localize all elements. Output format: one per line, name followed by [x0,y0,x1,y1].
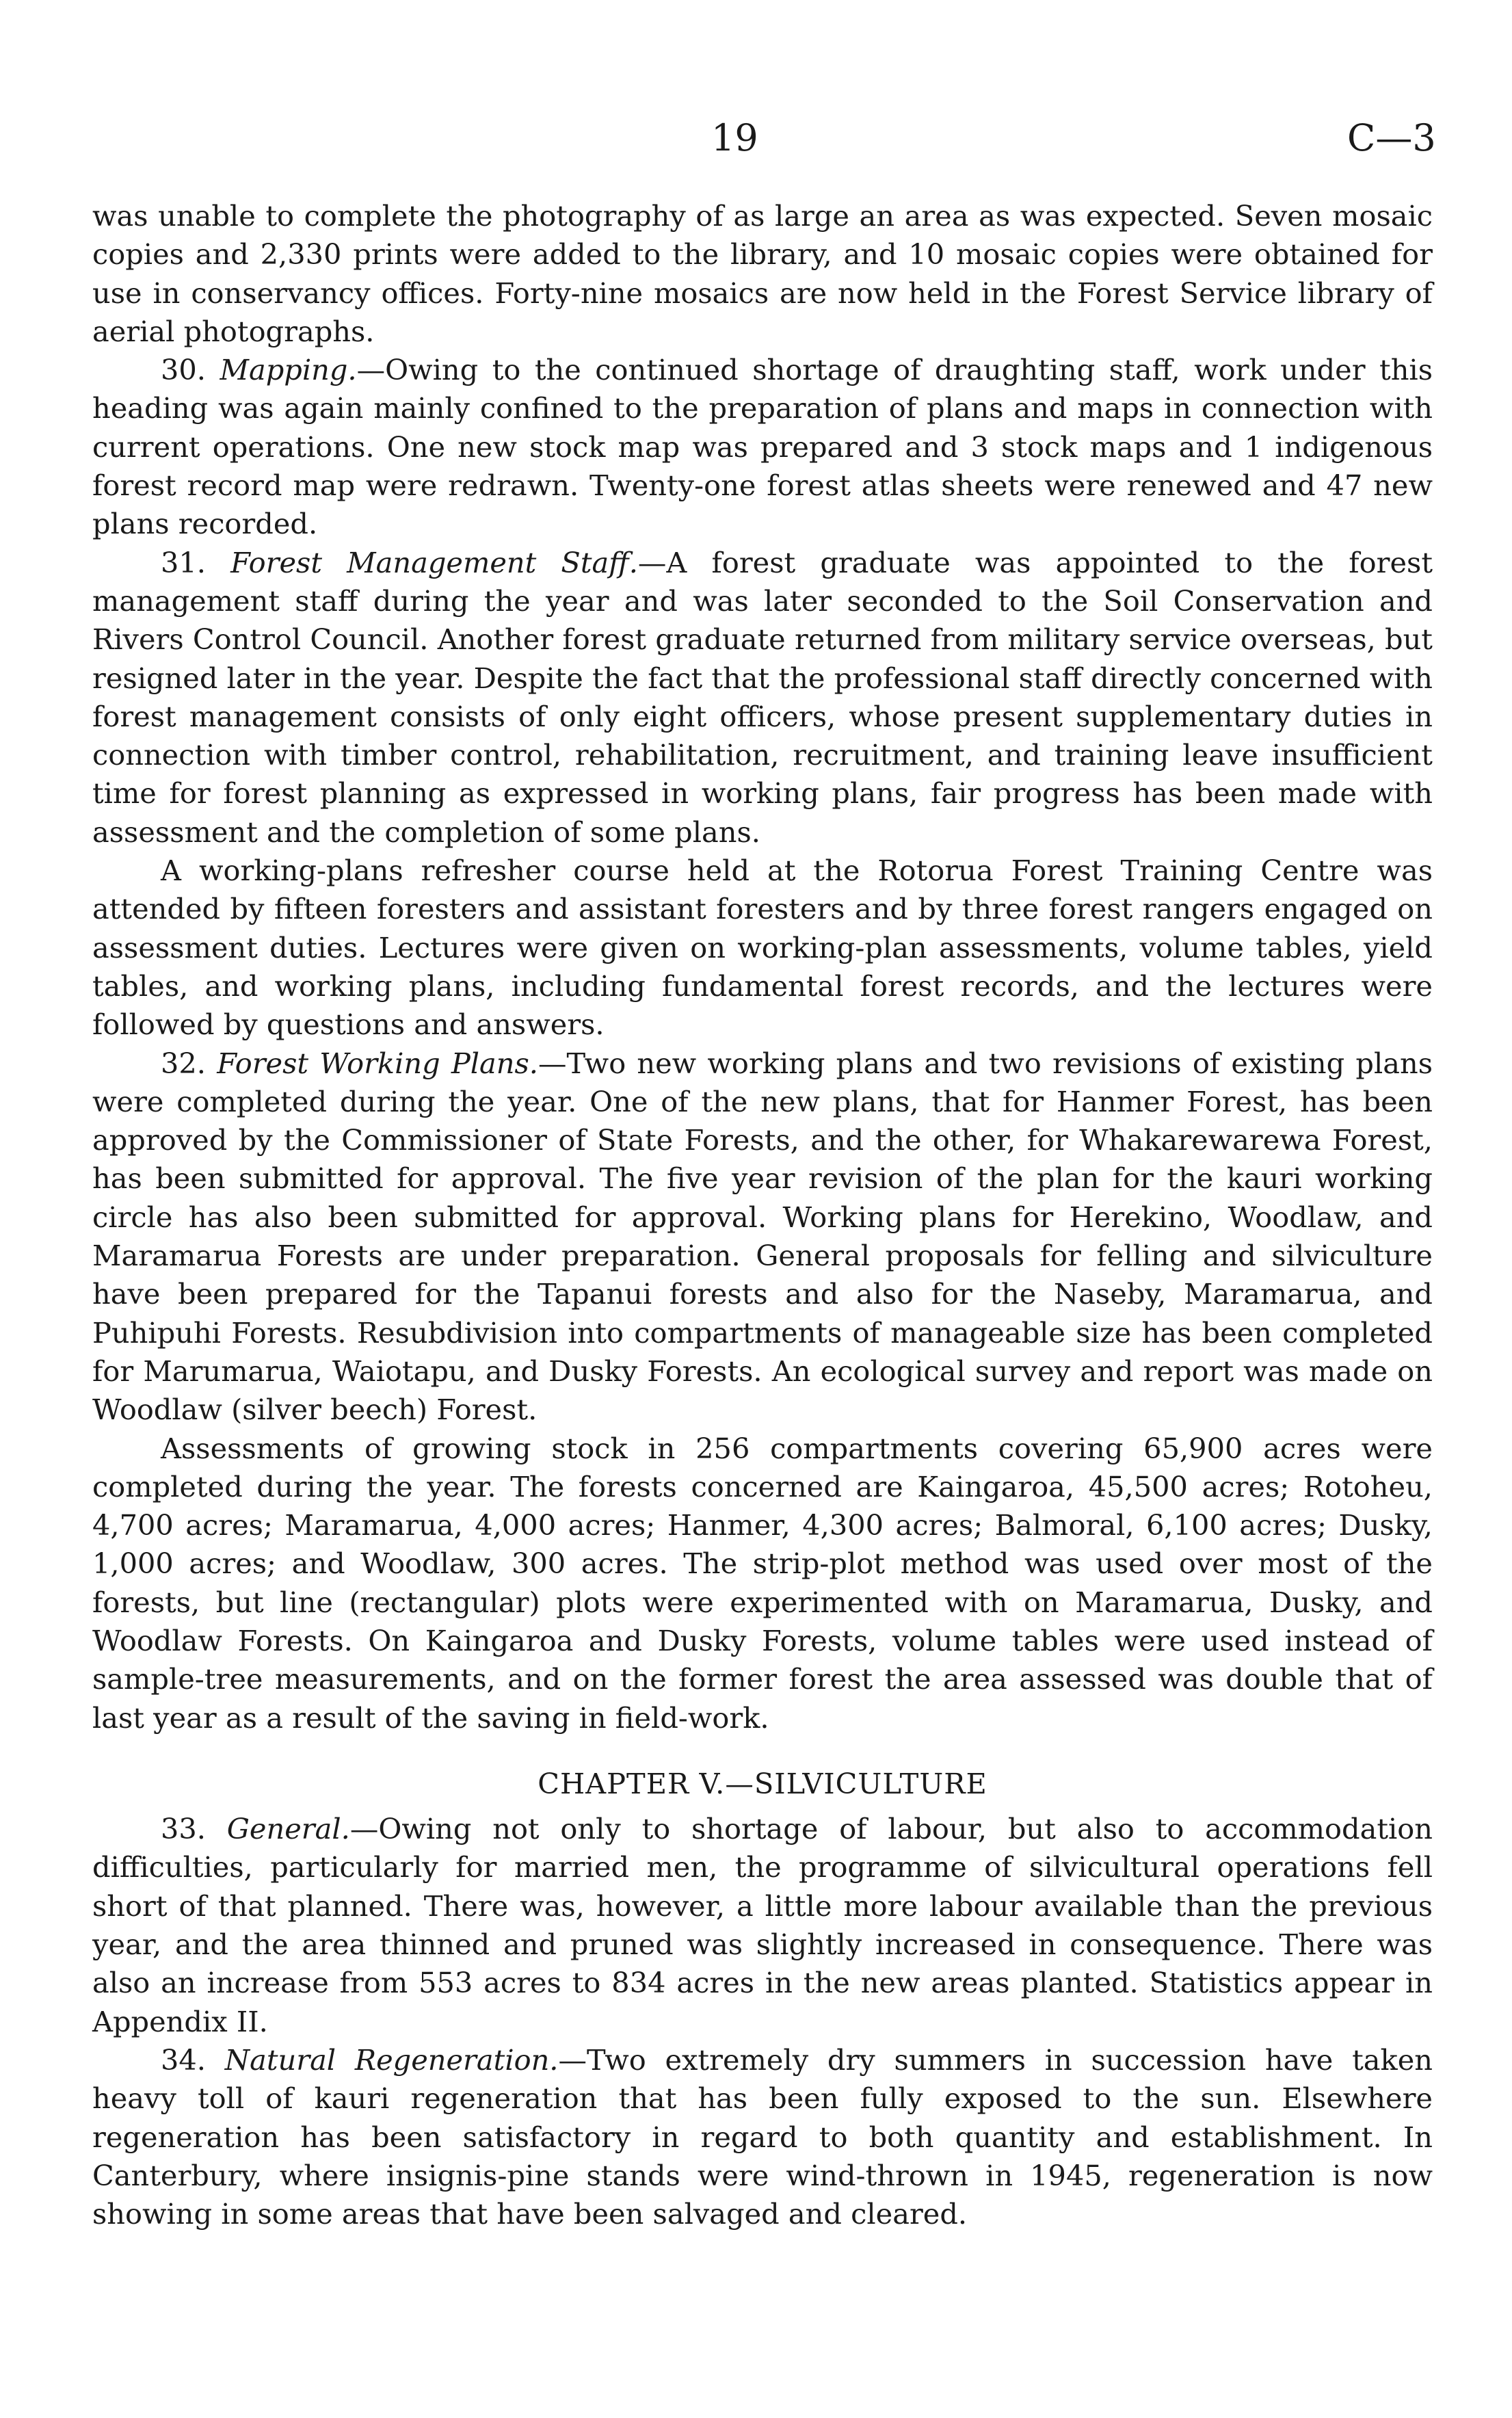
paragraph-heading: Natural Regeneration. [224,2042,559,2077]
paragraph-34 [92,2041,1433,2233]
paragraph-text: —Owing to the continued shortage of draughting staff, work under this heading was again mainly confined to the preparation of plans and maps in connection with current operations. One new stock map was prepared and 3 stock maps and 1 indigenous forest record map were redrawn. Twenty-one forest atlas sheets were renewed and 47 new plans recorded. [92,353,1433,541]
paragraph-heading: General. [226,1812,350,1846]
paragraph-31 [92,544,1433,852]
paragraph-heading: Forest Working Plans. [217,1046,538,1080]
paragraph-number: 34. [161,2042,206,2077]
chapter-title: CHAPTER V.—SILVICULTURE [538,1766,987,1800]
paragraph-heading: Forest Management Staff. [230,545,638,579]
paragraph-text: —Two new working plans and two revisions of existing plans were completed during the year. One of the new plans, that for Hanmer Forest, has been approved by the Commissioner of State Forests, and the other, for Whakarewarewa Forest, has been submitted for approval. The five year revision of the plan for the kauri working circle has also been submitted for approval. Working plans for Herekino, Woodlaw, and Maramarua Forests are under preparation. General proposals for felling and silviculture have been prepared for the Tapanui forests and also for the Naseby, Maramarua, and Puhipuhi Forests. Resubdivision into compartments of manageable size has been completed for Marumarua, Waiotapu, and Dusky Forests. An ecological survey and report was made on Woodlaw (silver beech) Forest. [92,1046,1433,1427]
document-reference: C—3 [1347,116,1436,159]
paragraph-30 [92,351,1433,543]
paragraph-number: 33. [161,1812,206,1846]
paragraph-number: 31. [161,545,206,579]
paragraph-32-continued: Assessments of growing stock in 256 compartments covering 65,900 acres were completed during the year. The forests concerned are Kaingaroa, 45,500 acres; Rotoheu, 4,700 acres; Maramarua, 4,000 acres; Hanmer, 4,300 acres; Balmoral, 6,100 acres; Dusky, 1,000 acres; and Woodlaw, 300 acres. The strip-plot method was used over most of the forests, but line (rectangular) plots were experimented with on Maramarua, Dusky, and Woodlaw Forests. On Kaingaroa and Dusky Forests, volume tables were used instead of sample-tree measurements, and on the former forest the area assessed was double that of last year as a result of the saving in field-work. [92,1431,1433,1735]
paragraph-number: 30. [161,353,206,387]
page-number: 19 [711,116,758,159]
paragraph-33 [92,1810,1433,2041]
paragraph-31-continued: A working-plans refresher course held at the Rotorua Forest Training Centre was attended by fifteen foresters and assistant foresters and by three forest rangers engaged on assessment duties. Lectures were given on working-plan assessments, volume tables, yield tables, and working plans, including fundamental forest records, and the lectures were followed by questions and answers. [92,854,1433,1042]
paragraph-heading: Mapping. [220,353,357,387]
paragraph-text: —A forest graduate was appointed to the forest management staff during the year and was later seconded to the Soil Conservation and Rivers Control Council. Another forest graduate returned from military service overseas, but resigned later in the year. Despite the fact that the professional staff directly concerned with forest management consists of only eight officers, whose present supplementary duties in connection with timber control, rehabilitation, recruitment, and training leave insufficient time for forest planning as expressed in working plans, fair progress has been made with assessment and the completion of some plans. [92,545,1433,849]
paragraph-text: —Two extremely dry summers in succession have taken heavy toll of kauri regeneration that has been fully exposed to the sun. Elsewhere regeneration has been satisfactory in regard to both quantity and establishment. In Canterbury, where insignis-pine stands were wind-thrown in 1945, regeneration is now showing in some areas that have been salvaged and cleared. [92,2042,1433,2231]
paragraph-number: 32. [161,1046,206,1080]
paragraph-continued: was unable to complete the photography of as large an area as was expected. Seven mosaic copies and 2,330 prints were added to the library, and 10 mosaic copies were obtained for use in conservancy offices. Forty-nine mosaics are now held in the Forest Service library of aerial photographs. [92,199,1433,348]
paragraph-text: —Owing not only to shortage of labour, but also to accommodation difficulties, particularly for married men, the programme of silvicultural operations fell short of that planned. There was, however, a little more labour available than the previous year, and the area thinned and pruned was slightly increased in consequence. There was also an increase from 553 acres to 834 acres in the new areas planted. Statistics appear in Appendix II. [92,1812,1433,2038]
body-text [92,197,1433,2233]
paragraph-32 [92,1044,1433,1430]
page-header [0,116,1512,171]
